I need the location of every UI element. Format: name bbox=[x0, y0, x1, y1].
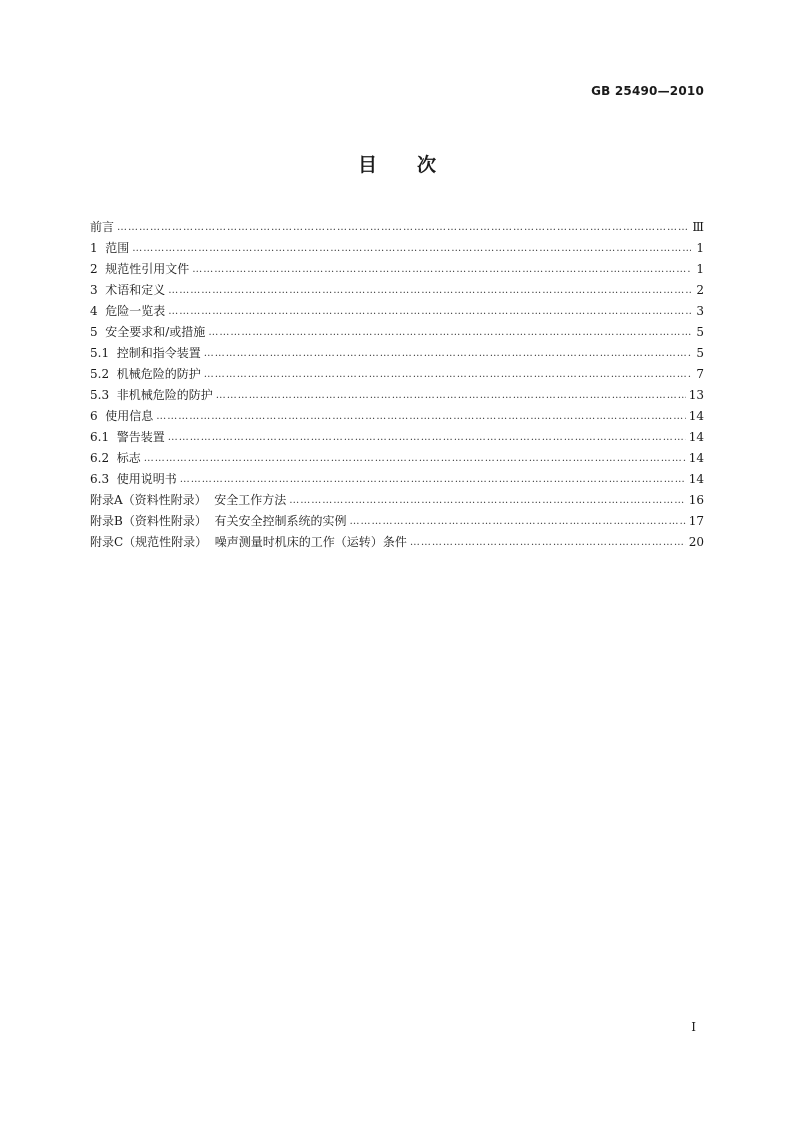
toc-page-number: 1 bbox=[696, 262, 704, 276]
dot-leader bbox=[156, 406, 685, 427]
toc-page-number: 14 bbox=[688, 472, 704, 486]
toc-entry-label: 附录A（资料性附录） 安全工作方法 bbox=[90, 493, 287, 507]
toc-entry-label: 5.1 控制和指令装置 bbox=[90, 346, 201, 360]
dot-leader bbox=[204, 364, 691, 385]
dot-leader bbox=[117, 217, 689, 238]
toc-entry-label: 附录C（规范性附录） 噪声测量时机床的工作（运转）条件 bbox=[90, 535, 407, 549]
toc-entry-label: 6.3 使用说明书 bbox=[90, 472, 177, 486]
toc-entry-4[interactable] bbox=[90, 301, 704, 322]
toc-entry-annex-c[interactable] bbox=[90, 532, 704, 553]
toc-entry-label: 4 危险一览表 bbox=[90, 304, 166, 318]
toc-entry-5-3[interactable] bbox=[90, 385, 704, 406]
standard-number: GB 25490—2010 bbox=[591, 84, 704, 98]
toc-entry-3[interactable] bbox=[90, 280, 704, 301]
toc-entry-label: 2 规范性引用文件 bbox=[90, 262, 190, 276]
table-of-contents bbox=[90, 217, 704, 553]
toc-entry-6-3[interactable] bbox=[90, 469, 704, 490]
dot-leader bbox=[132, 238, 691, 259]
toc-page-number: 5 bbox=[696, 325, 704, 339]
toc-page-number: 20 bbox=[688, 535, 704, 549]
dot-leader bbox=[168, 301, 691, 322]
toc-entry-2[interactable] bbox=[90, 259, 704, 280]
toc-page-number: 14 bbox=[688, 430, 704, 444]
dot-leader bbox=[289, 490, 685, 511]
toc-entry-6-2[interactable] bbox=[90, 448, 704, 469]
toc-page-number: 13 bbox=[688, 388, 704, 402]
toc-page-number: 14 bbox=[688, 451, 704, 465]
toc-entry-label: 前言 bbox=[90, 220, 115, 234]
toc-page-number: 17 bbox=[688, 514, 704, 528]
dot-leader bbox=[204, 343, 691, 364]
toc-page-number: 2 bbox=[696, 283, 704, 297]
toc-entry-label: 3 术语和定义 bbox=[90, 283, 166, 297]
dot-leader bbox=[144, 448, 686, 469]
toc-entry-5[interactable] bbox=[90, 322, 704, 343]
toc-entry-6[interactable] bbox=[90, 406, 704, 427]
toc-page-number: 14 bbox=[688, 409, 704, 423]
toc-entry-5-2[interactable] bbox=[90, 364, 704, 385]
dot-leader bbox=[168, 280, 691, 301]
toc-entry-label: 5 安全要求和/或措施 bbox=[90, 325, 206, 339]
toc-page-number: 1 bbox=[696, 241, 704, 255]
toc-entry-label: 1 范围 bbox=[90, 241, 130, 255]
dot-leader bbox=[349, 511, 685, 532]
toc-entry-label: 5.3 非机械危险的防护 bbox=[90, 388, 213, 402]
toc-page-number: 3 bbox=[696, 304, 704, 318]
page-title: 目次 bbox=[357, 154, 476, 176]
toc-entry-label: 6 使用信息 bbox=[90, 409, 154, 423]
toc-entry-label: 6.2 标志 bbox=[90, 451, 141, 465]
dot-leader bbox=[216, 385, 686, 406]
toc-entry-annex-a[interactable] bbox=[90, 490, 704, 511]
toc-page-number: 16 bbox=[688, 493, 704, 507]
page-folio: I bbox=[691, 1020, 696, 1034]
toc-entry-5-1[interactable] bbox=[90, 343, 704, 364]
toc-entry-label: 5.2 机械危险的防护 bbox=[90, 367, 201, 381]
dot-leader bbox=[192, 259, 691, 280]
toc-entry-annex-b[interactable] bbox=[90, 511, 704, 532]
toc-entry-foreword[interactable] bbox=[90, 217, 704, 238]
dot-leader bbox=[168, 427, 686, 448]
toc-page-number: Ⅲ bbox=[692, 220, 704, 234]
toc-page-number: 5 bbox=[696, 346, 704, 360]
toc-entry-label: 附录B（资料性附录） 有关安全控制系统的实例 bbox=[90, 514, 347, 528]
dot-leader bbox=[410, 532, 686, 553]
toc-entry-label: 6.1 警告装置 bbox=[90, 430, 165, 444]
toc-page-number: 7 bbox=[696, 367, 704, 381]
toc-entry-1[interactable] bbox=[90, 238, 704, 259]
dot-leader bbox=[208, 322, 691, 343]
toc-entry-6-1[interactable] bbox=[90, 427, 704, 448]
dot-leader bbox=[180, 469, 686, 490]
